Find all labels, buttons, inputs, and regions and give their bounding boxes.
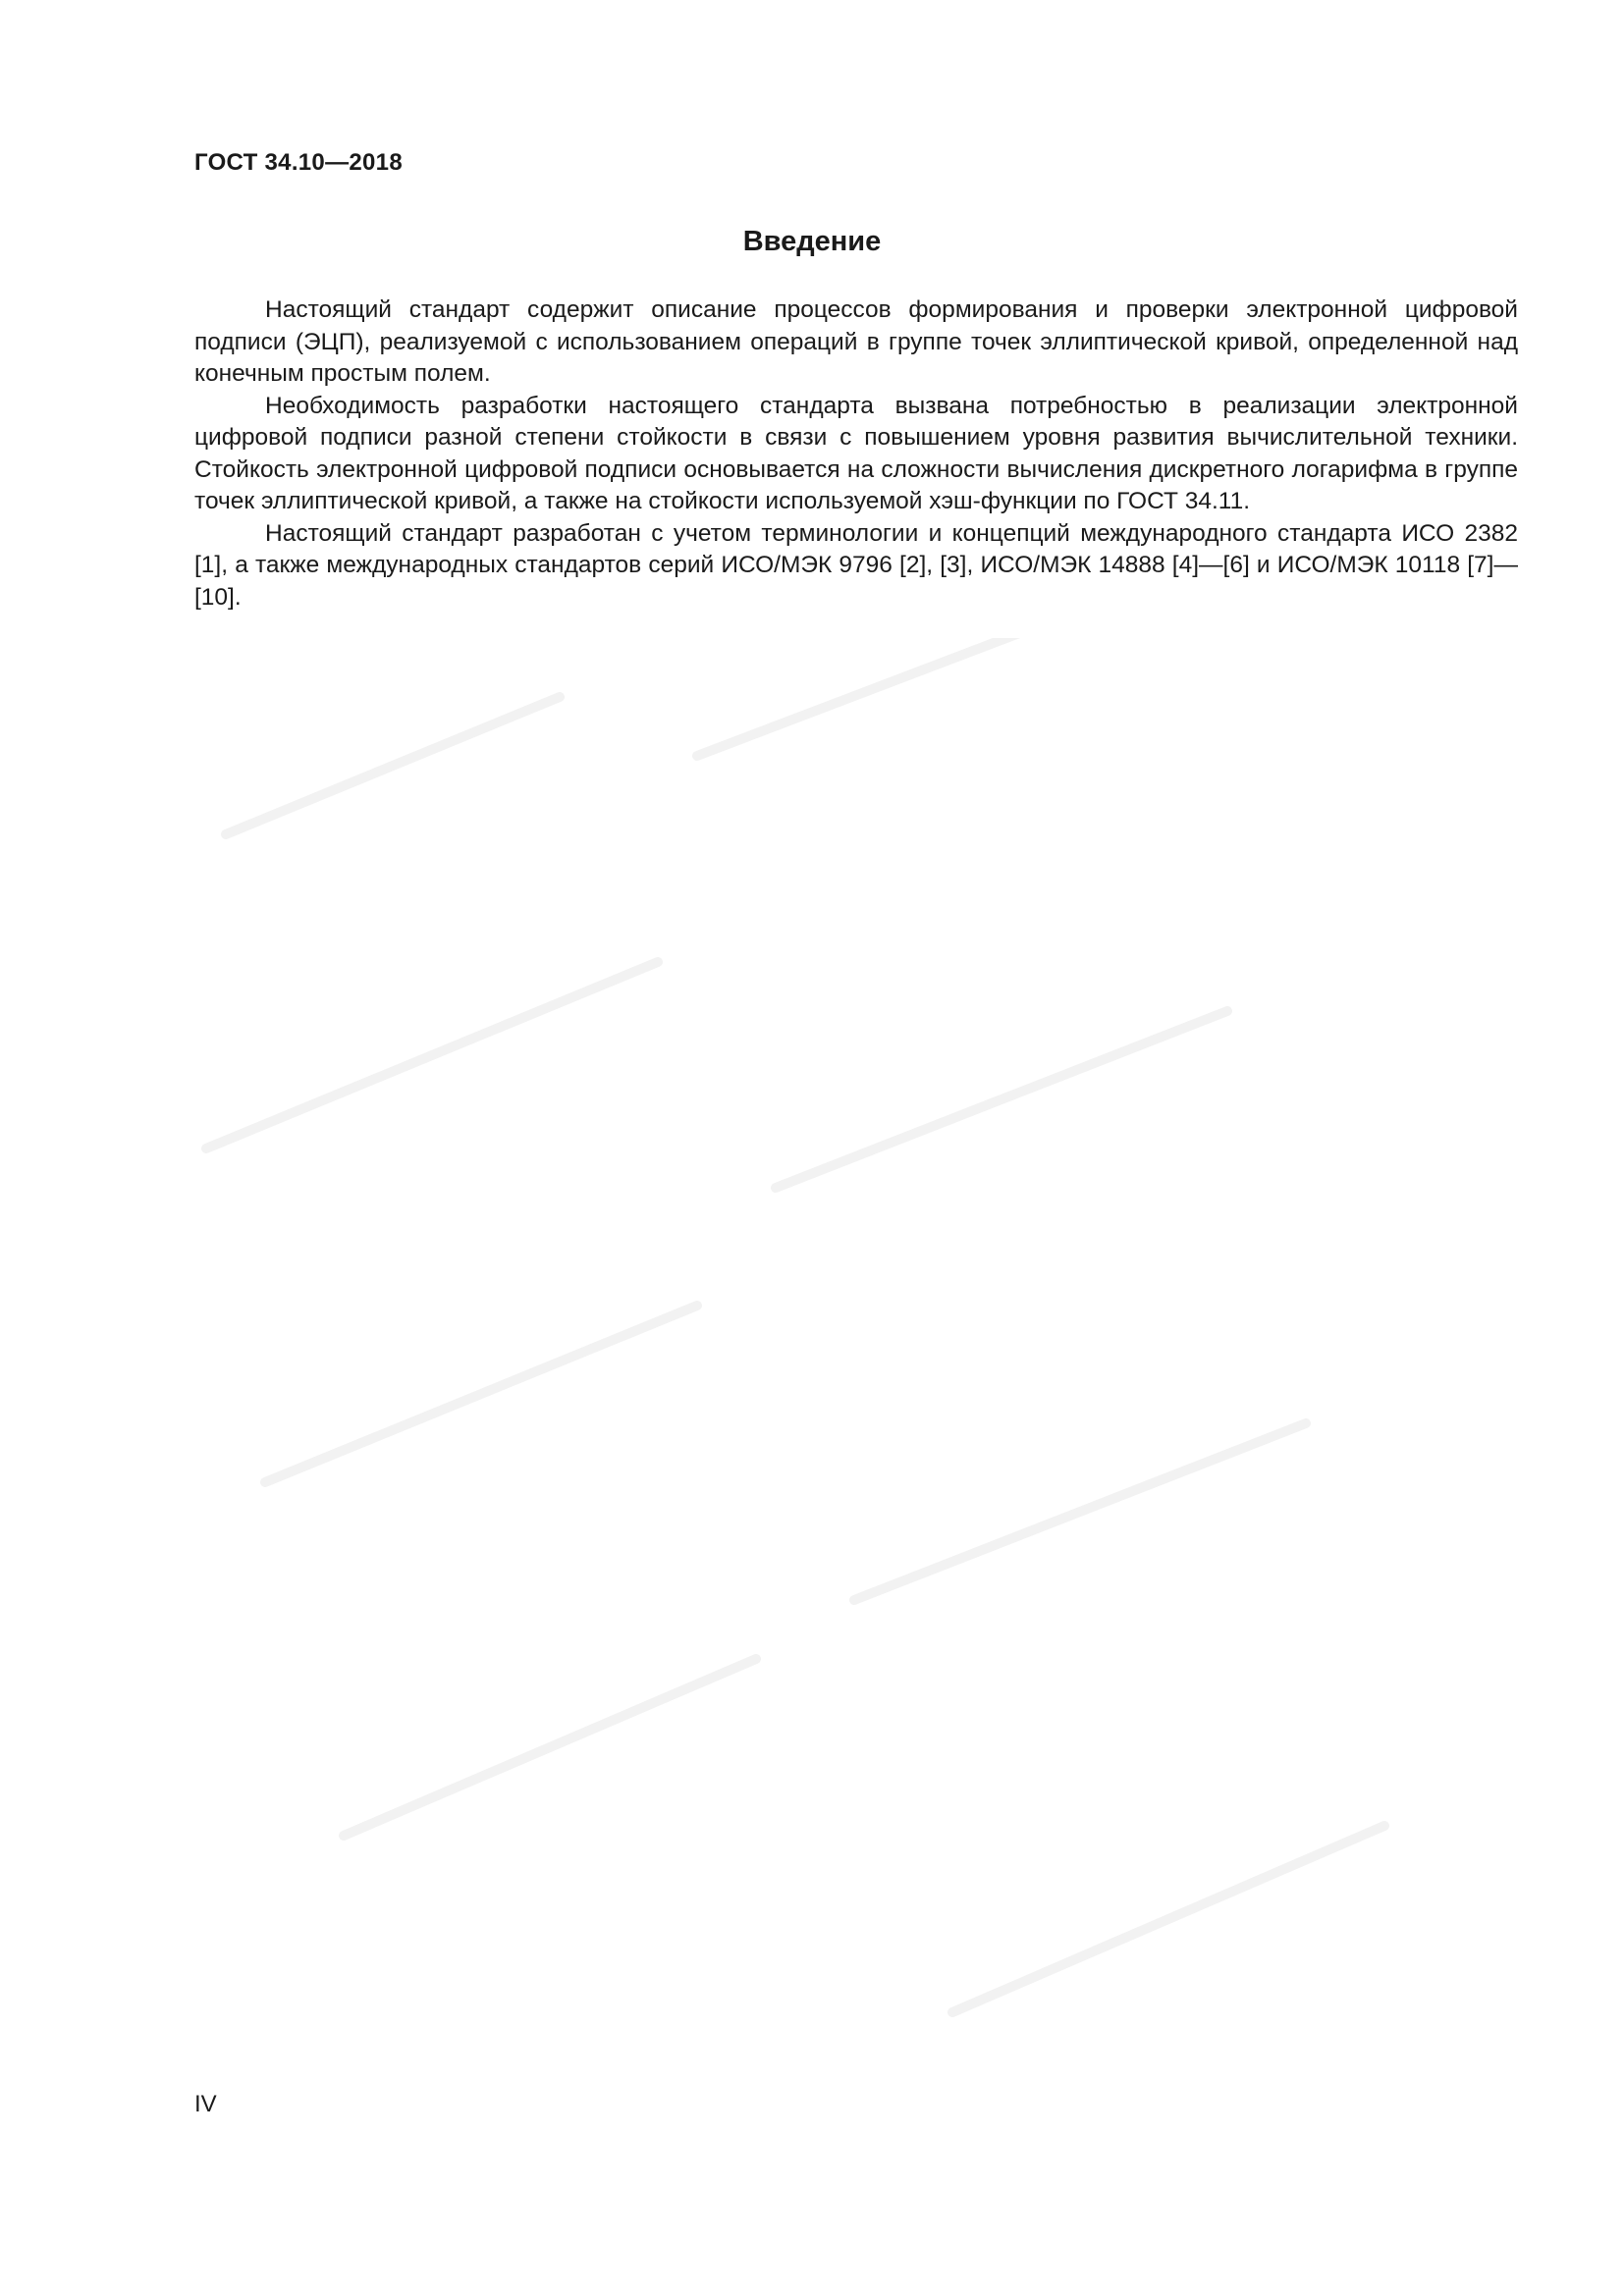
section-title: Введение xyxy=(742,226,882,257)
paragraph-rationale: Необходимость разработки настоящего стандарта вызвана потребностью в реализации электронной цифровой подписи разной степени стойкости в связи с повышением уровня развития вычислительной техники. Стойкость электронной цифровой подписи основывается на сложности вычисления дискретного логарифма в группе точек эллиптической кривой, а также на стойкости используемой хэш-функции по ГОСТ 34.11. xyxy=(194,392,1518,514)
paragraph-scope: Настоящий стандарт содержит описание процессов формирования и проверки электронной цифровой подписи (ЭЦП), реализуемой с использованием операций в группе точек эллиптической кривой, определенной над конечным простым полем. xyxy=(194,296,1518,387)
page-number: IV xyxy=(194,2091,217,2117)
document-code: ГОСТ 34.10—2018 xyxy=(194,149,403,176)
paragraph-references: Настоящий стандарт разработан с учетом терминологии и концепций международного стандарта ИСО 2382 [1], а также международных стандартов серий ИСО/МЭК 9796 [2], [3], ИСО/МЭК 14888 [4]—[6] и ИСО/МЭК 10118 [7]—[10]. xyxy=(194,519,1518,611)
background-watermark xyxy=(147,638,1522,2110)
introduction-body xyxy=(194,294,1518,614)
